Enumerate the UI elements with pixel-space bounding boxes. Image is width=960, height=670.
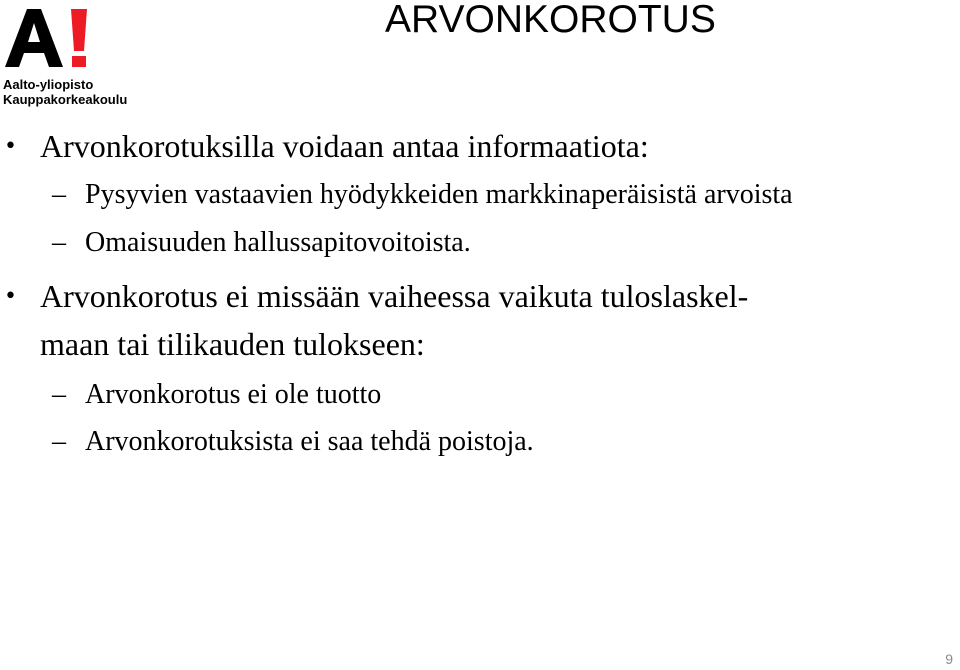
dash-marker: – bbox=[52, 426, 66, 457]
sub-bullet-item bbox=[52, 175, 793, 215]
sub-bullet-text: Omaisuuden hallussapitovoitoista. bbox=[85, 227, 471, 258]
bullet-continuation bbox=[40, 322, 425, 367]
aalto-logo-icon bbox=[3, 5, 103, 71]
slide-title: ARVONKOROTUS bbox=[385, 0, 716, 41]
bullet-marker: • bbox=[4, 284, 17, 309]
sub-bullet-item bbox=[52, 422, 534, 462]
sub-bullet-item bbox=[52, 375, 382, 415]
sub-bullet-text: Arvonkorotuksista ei saa tehdä poistoja. bbox=[85, 426, 534, 457]
dash-marker: – bbox=[52, 179, 66, 210]
aalto-logo bbox=[3, 5, 153, 107]
sub-bullet-text: Arvonkorotus ei ole tuotto bbox=[85, 379, 382, 410]
bullet-text-line-2: maan tai tilikauden tulokseen: bbox=[40, 326, 425, 362]
bullet-text: Arvonkorotuksilla voidaan antaa informaatiota: bbox=[40, 128, 649, 164]
dash-marker: – bbox=[52, 227, 66, 258]
bullet-marker: • bbox=[4, 134, 17, 159]
logo-school-name: Kauppakorkeakoulu bbox=[3, 92, 128, 107]
sub-bullet-item bbox=[52, 223, 471, 263]
bullet-item bbox=[4, 124, 649, 169]
dash-marker: – bbox=[52, 379, 66, 410]
sub-bullet-text: Pysyvien vastaavien hyödykkeiden markkinaperäisistä arvoista bbox=[85, 179, 793, 210]
page-number: 9 bbox=[945, 651, 953, 667]
bullet-item bbox=[4, 274, 749, 319]
bullet-text-line-1: Arvonkorotus ei missään vaiheessa vaikuta tuloslaskel- bbox=[40, 278, 749, 314]
logo-university-name: Aalto-yliopisto bbox=[3, 77, 94, 92]
